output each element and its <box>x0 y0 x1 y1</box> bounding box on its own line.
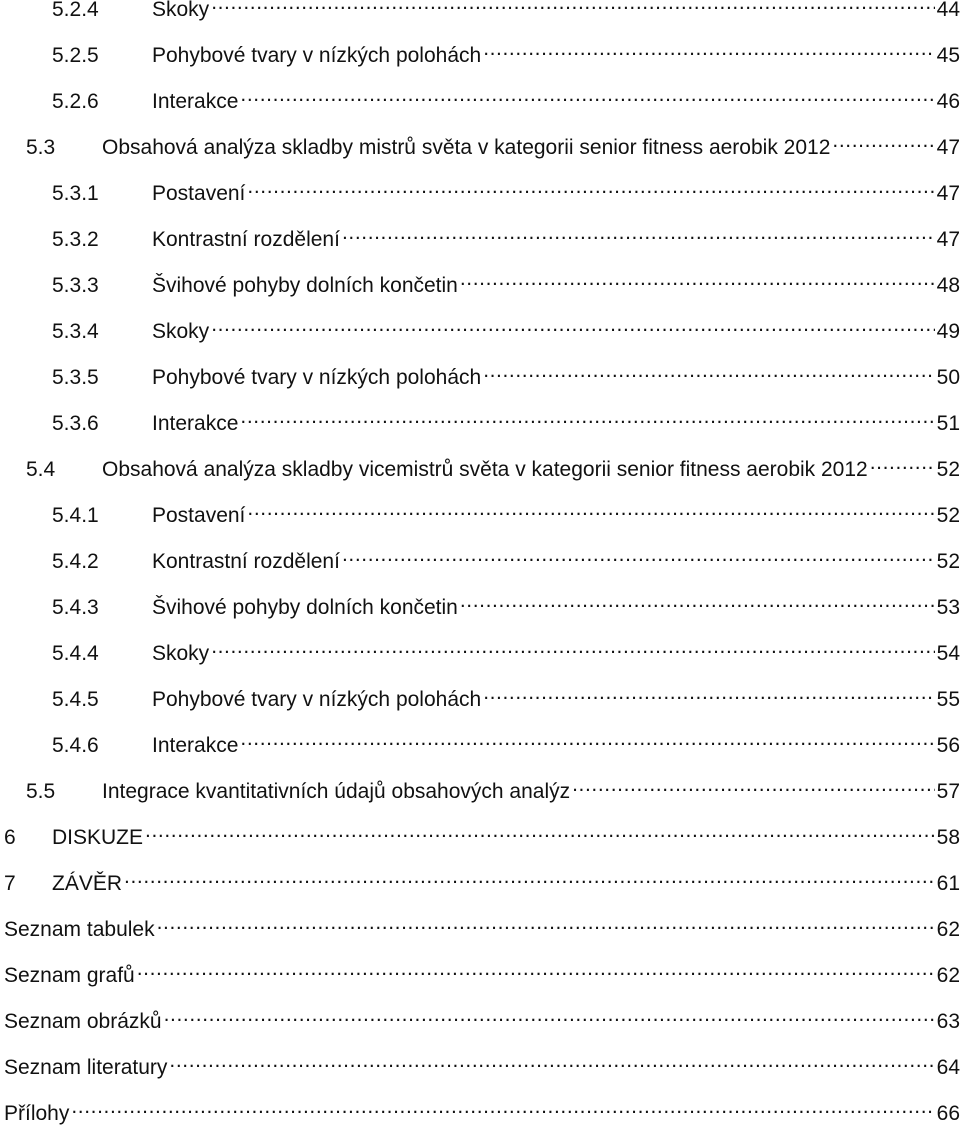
toc-entry-number: 5.3.6 <box>52 412 99 435</box>
toc-entry-number: 5.3 <box>26 136 56 159</box>
toc-entry-5-2-6[interactable] <box>52 82 960 128</box>
toc-entry-5-5[interactable] <box>26 772 960 818</box>
toc-entry-title: Seznam grafů <box>4 964 135 987</box>
toc-entry-title: Postavení <box>152 504 246 527</box>
toc-entry-title: Interakce <box>152 90 239 113</box>
toc-entry-5-2-5[interactable] <box>52 36 960 82</box>
toc-entry-number: 5.5 <box>26 780 56 803</box>
toc-entry-title: Postavení <box>152 182 246 205</box>
toc-entry-number: 5.2.4 <box>52 0 99 21</box>
toc-entry-seznam-tabulek[interactable] <box>4 910 960 956</box>
toc-entry-number: 5.4.4 <box>52 642 99 665</box>
toc-entry-page: 58 <box>936 826 960 849</box>
toc-entry-number: 6 <box>4 826 16 849</box>
dot-leader <box>483 358 934 384</box>
dot-leader <box>211 0 934 16</box>
toc-entry-page: 44 <box>936 0 960 21</box>
toc-entry-title: Přílohy <box>4 1102 70 1125</box>
toc-entry-title: Seznam literatury <box>4 1056 168 1079</box>
toc-entry-page: 53 <box>936 596 960 619</box>
toc-entry-page: 52 <box>936 504 960 527</box>
toc-entry-page: 52 <box>936 550 960 573</box>
toc-entry-5-3-1[interactable] <box>52 174 960 220</box>
toc-entry-page: 55 <box>936 688 960 711</box>
dot-leader <box>164 1002 935 1028</box>
dot-leader <box>240 726 934 752</box>
toc-entry-5-4-6[interactable] <box>52 726 960 772</box>
toc-entry-page: 52 <box>936 458 960 481</box>
dot-leader <box>169 1048 934 1074</box>
toc-entry-5-4-2[interactable] <box>52 542 960 588</box>
toc-entry-prilohy[interactable] <box>4 1094 960 1140</box>
dot-leader <box>71 1094 934 1120</box>
toc-entry-title: Švihové pohyby dolních končetin <box>152 596 458 619</box>
toc-entry-title: Seznam obrázků <box>4 1010 162 1033</box>
dot-leader <box>460 588 935 614</box>
toc-entry-number: 5.2.6 <box>52 90 99 113</box>
toc-entry-number: 5.3.4 <box>52 320 99 343</box>
toc-entry-number: 5.4.2 <box>52 550 99 573</box>
toc-entry-title: DISKUZE <box>52 826 144 849</box>
toc-entry-page: 47 <box>936 228 960 251</box>
toc-entry-page: 57 <box>936 780 960 803</box>
toc-entry-page: 45 <box>936 44 960 67</box>
toc-entry-5-4-3[interactable] <box>52 588 960 634</box>
toc-entry-5-3[interactable] <box>26 128 960 174</box>
toc-entry-page: 66 <box>936 1102 960 1125</box>
toc-entry-number: 5.4 <box>26 458 56 481</box>
toc-entry-title: Skoky <box>152 642 210 665</box>
toc-entry-5-3-5[interactable] <box>52 358 960 404</box>
toc-entry-page: 62 <box>936 964 960 987</box>
toc-entry-title: Kontrastní rozdělení <box>152 228 340 251</box>
dot-leader <box>145 818 935 844</box>
dot-leader <box>211 312 934 338</box>
dot-leader <box>240 82 934 108</box>
toc-entry-5-3-3[interactable] <box>52 266 960 312</box>
toc-entry-title: Skoky <box>152 320 210 343</box>
dot-leader <box>240 404 934 430</box>
toc-entry-page: 48 <box>936 274 960 297</box>
toc-entry-title: Obsahová analýza skladby vicemistrů světa v kategorii senior fitness aerobik 2012 <box>102 458 868 481</box>
dot-leader <box>157 910 935 936</box>
toc-entry-title: Obsahová analýza skladby mistrů světa v kategorii senior fitness aerobik 2012 <box>102 136 831 159</box>
toc-entry-page: 47 <box>936 136 960 159</box>
toc-entry-page: 56 <box>936 734 960 757</box>
dot-leader <box>342 220 935 246</box>
toc-entry-seznam-literatury[interactable] <box>4 1048 960 1094</box>
toc-entry-number: 7 <box>4 872 16 895</box>
toc-entry-seznam-obrazku[interactable] <box>4 1002 960 1048</box>
toc-entry-5-4[interactable] <box>26 450 960 496</box>
toc-entry-5-4-4[interactable] <box>52 634 960 680</box>
toc-entry-number: 5.3.1 <box>52 182 99 205</box>
toc-entry-title: Integrace kvantitativních údajů obsahových analýz <box>102 780 571 803</box>
toc-entry-title: Pohybové tvary v nízkých polohách <box>152 44 482 67</box>
toc-entry-title: Pohybové tvary v nízkých polohách <box>152 366 482 389</box>
dot-leader <box>211 634 934 660</box>
dot-leader <box>832 128 934 154</box>
dot-leader <box>572 772 935 798</box>
dot-leader <box>483 680 934 706</box>
toc-entry-page: 64 <box>936 1056 960 1079</box>
toc-entry-page: 63 <box>936 1010 960 1033</box>
toc-entry-5-3-2[interactable] <box>52 220 960 266</box>
toc-entry-page: 51 <box>936 412 960 435</box>
toc-entry-number: 5.3.3 <box>52 274 99 297</box>
toc-entry-title: Pohybové tvary v nízkých polohách <box>152 688 482 711</box>
toc-entry-page: 61 <box>936 872 960 895</box>
toc-entry-page: 54 <box>936 642 960 665</box>
toc-entry-5-3-6[interactable] <box>52 404 960 450</box>
dot-leader <box>342 542 935 568</box>
toc-entry-page: 62 <box>936 918 960 941</box>
dot-leader <box>870 450 935 476</box>
toc-entry-number: 5.3.5 <box>52 366 99 389</box>
toc-entry-title: Seznam tabulek <box>4 918 155 941</box>
toc-entry-title: Interakce <box>152 734 239 757</box>
dot-leader <box>137 956 935 982</box>
dot-leader <box>124 864 935 890</box>
toc-entry-page: 47 <box>936 182 960 205</box>
toc-entry-page: 50 <box>936 366 960 389</box>
toc-entry-7[interactable] <box>4 864 960 910</box>
toc-entry-title: Švihové pohyby dolních končetin <box>152 274 458 297</box>
toc-entry-title: Interakce <box>152 412 239 435</box>
toc-entry-6[interactable] <box>4 818 960 864</box>
toc-entry-page: 46 <box>936 90 960 113</box>
toc-entry-number: 5.2.5 <box>52 44 99 67</box>
toc-entry-title: Kontrastní rozdělení <box>152 550 340 573</box>
dot-leader <box>247 496 934 522</box>
toc-entry-5-3-4[interactable] <box>52 312 960 358</box>
toc-entry-seznam-grafu[interactable] <box>4 956 960 1002</box>
toc-entry-number: 5.4.6 <box>52 734 99 757</box>
dot-leader <box>460 266 935 292</box>
toc-entry-5-4-5[interactable] <box>52 680 960 726</box>
toc-entry-5-4-1[interactable] <box>52 496 960 542</box>
toc-entry-number: 5.4.1 <box>52 504 99 527</box>
dot-leader <box>247 174 934 200</box>
toc-entry-number: 5.4.3 <box>52 596 99 619</box>
toc-entry-page: 49 <box>936 320 960 343</box>
toc-entry-5-2-4[interactable] <box>52 0 960 36</box>
toc-entry-title: Skoky <box>152 0 210 21</box>
toc-entry-number: 5.3.2 <box>52 228 99 251</box>
toc-entry-number: 5.4.5 <box>52 688 99 711</box>
toc-entry-title: ZÁVĚR <box>52 872 123 895</box>
dot-leader <box>483 36 934 62</box>
